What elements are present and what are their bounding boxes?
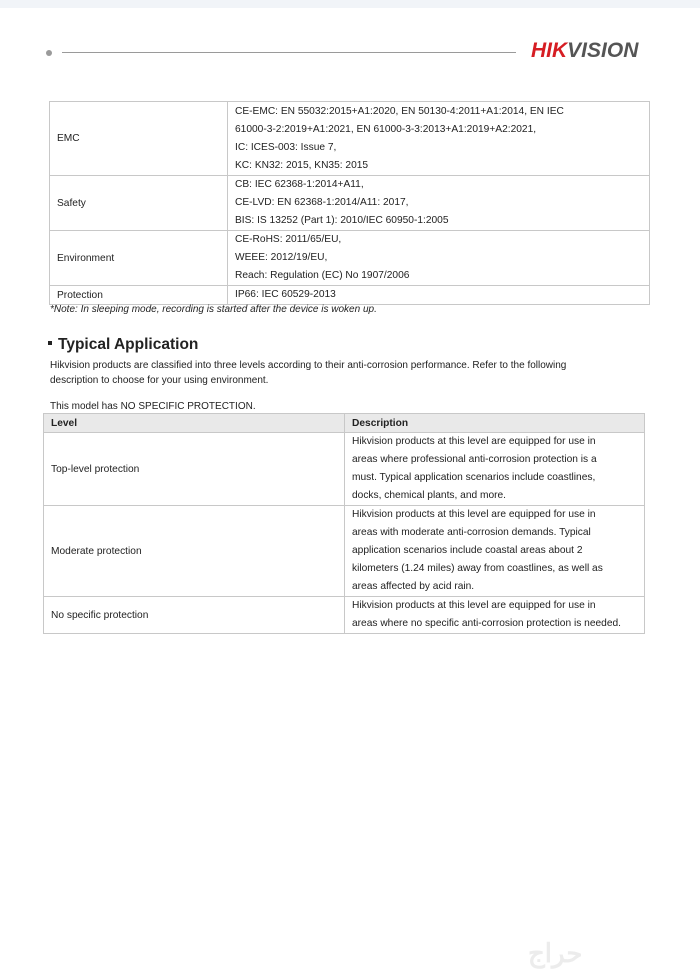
watermark-logo: حراج [528, 938, 583, 968]
section-title: Typical Application [48, 336, 198, 354]
table-row [44, 597, 645, 634]
header-level: Level [44, 414, 345, 433]
spec-row-safety [50, 176, 650, 231]
level-cell: No specific protection [44, 597, 345, 634]
description-cell: Hikvision products at this level are equipped for use in areas where professional anti-corrosion protection is a must. Typical application scenarios include coastlines, docks, chemical plants, and more. [345, 433, 645, 506]
level-cell: Moderate protection [44, 506, 345, 597]
spec-label: Environment [50, 231, 228, 286]
spec-table [49, 101, 650, 305]
section-intro: Hikvision products are classified into three levels according to their anti-corrosion performance. Refer to the following description to choose for your using environment. [50, 360, 567, 386]
note-text: *Note: In sleeping mode, recording is started after the device is woken up. [50, 304, 377, 315]
bullet-icon [48, 341, 52, 345]
spec-value: CE-RoHS: 2011/65/EU, WEEE: 2012/19/EU, Reach: Regulation (EC) No 1907/2006 [228, 231, 650, 286]
header-rule [62, 52, 516, 53]
protection-level-table [43, 413, 645, 634]
spec-row-emc [50, 102, 650, 176]
header-description: Description [345, 414, 645, 433]
level-cell: Top-level protection [44, 433, 345, 506]
table-row [44, 433, 645, 506]
table-header-row [44, 414, 645, 433]
spec-value: CB: IEC 62368-1:2014+A11, CE-LVD: EN 62368-1:2014/A11: 2017, BIS: IS 13252 (Part 1): 2010/IEC 60950-1:2005 [228, 176, 650, 231]
spec-value: CE-EMC: EN 55032:2015+A1:2020, EN 50130-4:2011+A1:2014, EN IEC 61000-3-2:2019+A1:2021, EN 61000-3-3:2013+A1:2019+A2:2021, IC: ICES-003: Issue 7, KC: KN32: 2015, KN35: 2015 [228, 102, 650, 176]
spec-label: EMC [50, 102, 228, 176]
spec-label: Protection [50, 286, 228, 305]
top-band [0, 0, 700, 8]
model-protection-note: This model has NO SPECIFIC PROTECTION. [50, 401, 256, 412]
spec-value: IP66: IEC 60529-2013 [228, 286, 650, 305]
header-dot [46, 50, 52, 56]
spec-row-environment [50, 231, 650, 286]
description-cell: Hikvision products at this level are equipped for use in areas where no specific anti-corrosion protection is needed. [345, 597, 645, 634]
spec-label: Safety [50, 176, 228, 231]
spec-row-protection [50, 286, 650, 305]
description-cell: Hikvision products at this level are equipped for use in areas with moderate anti-corrosion demands. Typical application scenarios include coastal areas about 2 kilometers (1.24 miles) away from coastlines, as well as areas affected by acid rain. [345, 506, 645, 597]
table-row [44, 506, 645, 597]
hikvision-logo: HIKVISION [531, 39, 639, 62]
